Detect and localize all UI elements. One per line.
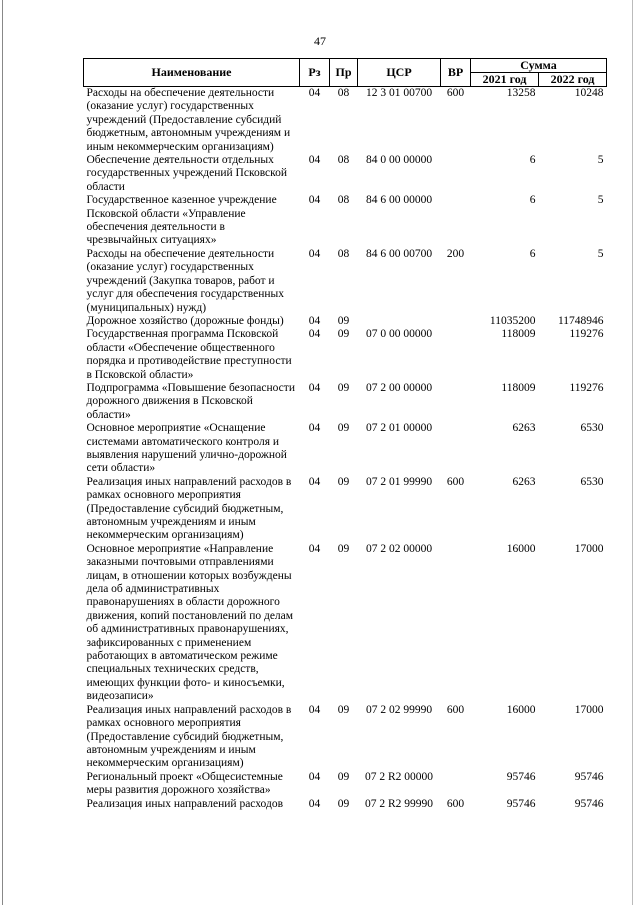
row-vr: 600 bbox=[446, 475, 465, 488]
table-row bbox=[84, 315, 607, 328]
table-row bbox=[84, 798, 607, 811]
row-amount-2021: 6 bbox=[529, 194, 536, 207]
table-row bbox=[84, 248, 607, 315]
row-amount-2022: 10248 bbox=[574, 87, 604, 99]
row-rz: 04 bbox=[308, 797, 321, 810]
row-vr bbox=[441, 771, 471, 798]
row-vr bbox=[441, 543, 471, 704]
table-row bbox=[84, 543, 607, 704]
row-amount-2022: 5 bbox=[597, 194, 604, 207]
row-rz: 04 bbox=[308, 314, 321, 327]
row-amount-2022: 95746 bbox=[574, 770, 604, 783]
row-name: Реализация иных направлений расходов в рамках основного мероприятия (Предоставление субсидий бюджетным, автономным учреждениям и иным некоммерческим организациям) bbox=[86, 475, 292, 542]
row-amount-2021: 95746 bbox=[506, 797, 536, 810]
row-csr: 07 2 02 99990 bbox=[365, 703, 433, 716]
page-number: 47 bbox=[314, 34, 326, 48]
row-pr: 09 bbox=[337, 797, 350, 810]
row-csr: 07 2 00 00000 bbox=[365, 381, 433, 394]
row-csr: 84 6 00 00700 bbox=[365, 247, 433, 260]
row-name: Расходы на обеспечение деятельности (оказание услуг) государственных учреждений (Предоставление субсидий бюджетным, автономным учреждениям и иным некоммерческим организациям) bbox=[86, 87, 291, 153]
table-header bbox=[84, 59, 607, 87]
row-csr: 84 0 00 00000 bbox=[365, 154, 433, 167]
row-rz: 04 bbox=[308, 703, 321, 716]
row-csr: 07 2 02 00000 bbox=[365, 542, 433, 555]
row-amount-2021: 118009 bbox=[501, 381, 536, 394]
row-pr: 09 bbox=[337, 422, 350, 435]
header-rz: Рз bbox=[300, 59, 330, 87]
row-vr bbox=[441, 154, 471, 194]
row-vr bbox=[441, 315, 471, 328]
row-amount-2022: 11748946 bbox=[557, 314, 604, 327]
row-amount-2021: 16000 bbox=[506, 703, 536, 716]
header-year-2022: 2022 год bbox=[539, 73, 607, 87]
table-row bbox=[84, 328, 607, 382]
table-row bbox=[84, 771, 607, 798]
row-amount-2021: 95746 bbox=[506, 770, 536, 783]
row-name: Расходы на обеспечение деятельности (оказание услуг) государственных учреждений (Закупка товаров, работ и услуг для обеспечения государственных (муниципальных) нужд) bbox=[86, 247, 284, 314]
row-rz: 04 bbox=[308, 475, 321, 488]
row-pr: 08 bbox=[337, 247, 350, 260]
row-pr: 08 bbox=[337, 154, 350, 167]
row-csr: 07 2 01 00000 bbox=[365, 422, 433, 435]
row-amount-2022: 5 bbox=[597, 247, 604, 260]
table-row bbox=[84, 382, 607, 422]
row-amount-2021: 16000 bbox=[506, 542, 536, 555]
row-vr bbox=[441, 194, 471, 248]
row-rz: 04 bbox=[308, 247, 321, 260]
row-amount-2021: 6263 bbox=[512, 475, 536, 488]
row-pr: 09 bbox=[337, 328, 350, 341]
row-csr: 07 2 R2 99990 bbox=[364, 797, 434, 810]
row-rz: 04 bbox=[308, 87, 321, 99]
row-rz: 04 bbox=[308, 381, 321, 394]
row-amount-2022: 6530 bbox=[580, 475, 604, 488]
row-amount-2022: 17000 bbox=[574, 542, 604, 555]
row-pr: 08 bbox=[337, 87, 350, 99]
row-name: Государственное казенное учреждение Псковской области «Управление обеспечения деятельности в чрезвычайных ситуациях» bbox=[86, 194, 277, 247]
row-pr: 08 bbox=[337, 194, 350, 207]
row-amount-2021: 6 bbox=[529, 247, 536, 260]
header-year-2021: 2021 год bbox=[471, 73, 539, 87]
row-pr: 09 bbox=[337, 381, 350, 394]
row-csr: 07 2 R2 00000 bbox=[364, 770, 434, 783]
row-rz: 04 bbox=[308, 194, 321, 207]
row-csr: 07 0 00 00000 bbox=[365, 328, 433, 341]
row-rz: 04 bbox=[308, 154, 321, 167]
row-amount-2021: 6263 bbox=[512, 422, 536, 435]
row-vr: 600 bbox=[446, 87, 465, 99]
scan-left-edge bbox=[2, 0, 3, 905]
row-amount-2022: 119276 bbox=[569, 381, 604, 394]
row-rz: 04 bbox=[308, 542, 321, 555]
row-csr bbox=[358, 315, 441, 328]
row-pr: 09 bbox=[337, 314, 350, 327]
row-rz: 04 bbox=[308, 328, 321, 341]
table-row bbox=[84, 422, 607, 476]
header-sum: Сумма bbox=[471, 59, 607, 73]
row-vr bbox=[441, 328, 471, 382]
row-name: Подпрограмма «Повышение безопасности дорожного движения в Псковской области» bbox=[86, 381, 295, 421]
row-amount-2022: 17000 bbox=[574, 703, 604, 716]
row-vr: 600 bbox=[446, 797, 465, 810]
row-name: Региональный проект «Общесистемные меры развития дорожного хозяйства» bbox=[86, 770, 283, 797]
header-vr: ВР bbox=[441, 59, 471, 87]
row-amount-2022: 5 bbox=[597, 154, 604, 167]
row-name: Основное мероприятие «Направление заказными почтовыми отправлениями лицам, в отношении которых возбуждены дела об административных правонарушениях в области дорожного движения, копий постановлений по делам об административных правонарушениях, зафиксированных с применением работающих в автоматическом режиме специальных технических средств, имеющих функции фото- и киносъемки, видеозаписи» bbox=[86, 542, 294, 703]
row-pr: 09 bbox=[337, 703, 350, 716]
row-pr: 09 bbox=[337, 475, 350, 488]
row-name: Основное мероприятие «Оснащение системами автоматического контроля и выявления нарушений улично-дорожной сети области» bbox=[86, 422, 287, 475]
table-row bbox=[84, 704, 607, 771]
row-amount-2021: 6 bbox=[529, 154, 536, 167]
row-name: Реализация иных направлений расходов bbox=[86, 797, 284, 810]
header-name: Наименование bbox=[84, 59, 300, 87]
row-amount-2022: 6530 bbox=[580, 422, 604, 435]
row-name: Дорожное хозяйство (дорожные фонды) bbox=[86, 314, 284, 327]
row-csr: 12 3 01 00700 bbox=[365, 87, 433, 99]
row-vr bbox=[441, 382, 471, 422]
header-csr: ЦСР bbox=[358, 59, 441, 87]
row-csr: 84 6 00 00000 bbox=[365, 194, 433, 207]
row-name: Реализация иных направлений расходов в рамках основного мероприятия (Предоставление субсидий бюджетным, автономным учреждениям и иным некоммерческим организациям) bbox=[86, 703, 292, 770]
table-row bbox=[84, 476, 607, 543]
scan-right-edge bbox=[632, 0, 633, 905]
row-pr: 09 bbox=[337, 770, 350, 783]
row-vr: 200 bbox=[446, 247, 465, 260]
row-vr bbox=[441, 422, 471, 476]
row-rz: 04 bbox=[308, 770, 321, 783]
row-amount-2021: 118009 bbox=[501, 328, 536, 341]
row-pr: 09 bbox=[337, 542, 350, 555]
table-body bbox=[84, 87, 607, 811]
row-amount-2022: 95746 bbox=[574, 797, 604, 810]
row-amount-2021: 11035200 bbox=[489, 314, 536, 327]
row-name: Обеспечение деятельности отдельных государственных учреждений Псковской области bbox=[86, 154, 288, 193]
row-csr: 07 2 01 99990 bbox=[365, 475, 433, 488]
row-amount-2021: 13258 bbox=[506, 87, 536, 99]
table-row bbox=[84, 87, 607, 155]
row-vr: 600 bbox=[446, 703, 465, 716]
header-pr: Пр bbox=[330, 59, 358, 87]
budget-table bbox=[83, 58, 607, 811]
row-name: Государственная программа Псковской области «Обеспечение общественного порядка и противодействие преступности в Псковской области» bbox=[86, 328, 292, 381]
row-rz: 04 bbox=[308, 422, 321, 435]
row-amount-2022: 119276 bbox=[569, 328, 604, 341]
table-row bbox=[84, 154, 607, 194]
table-row bbox=[84, 194, 607, 248]
